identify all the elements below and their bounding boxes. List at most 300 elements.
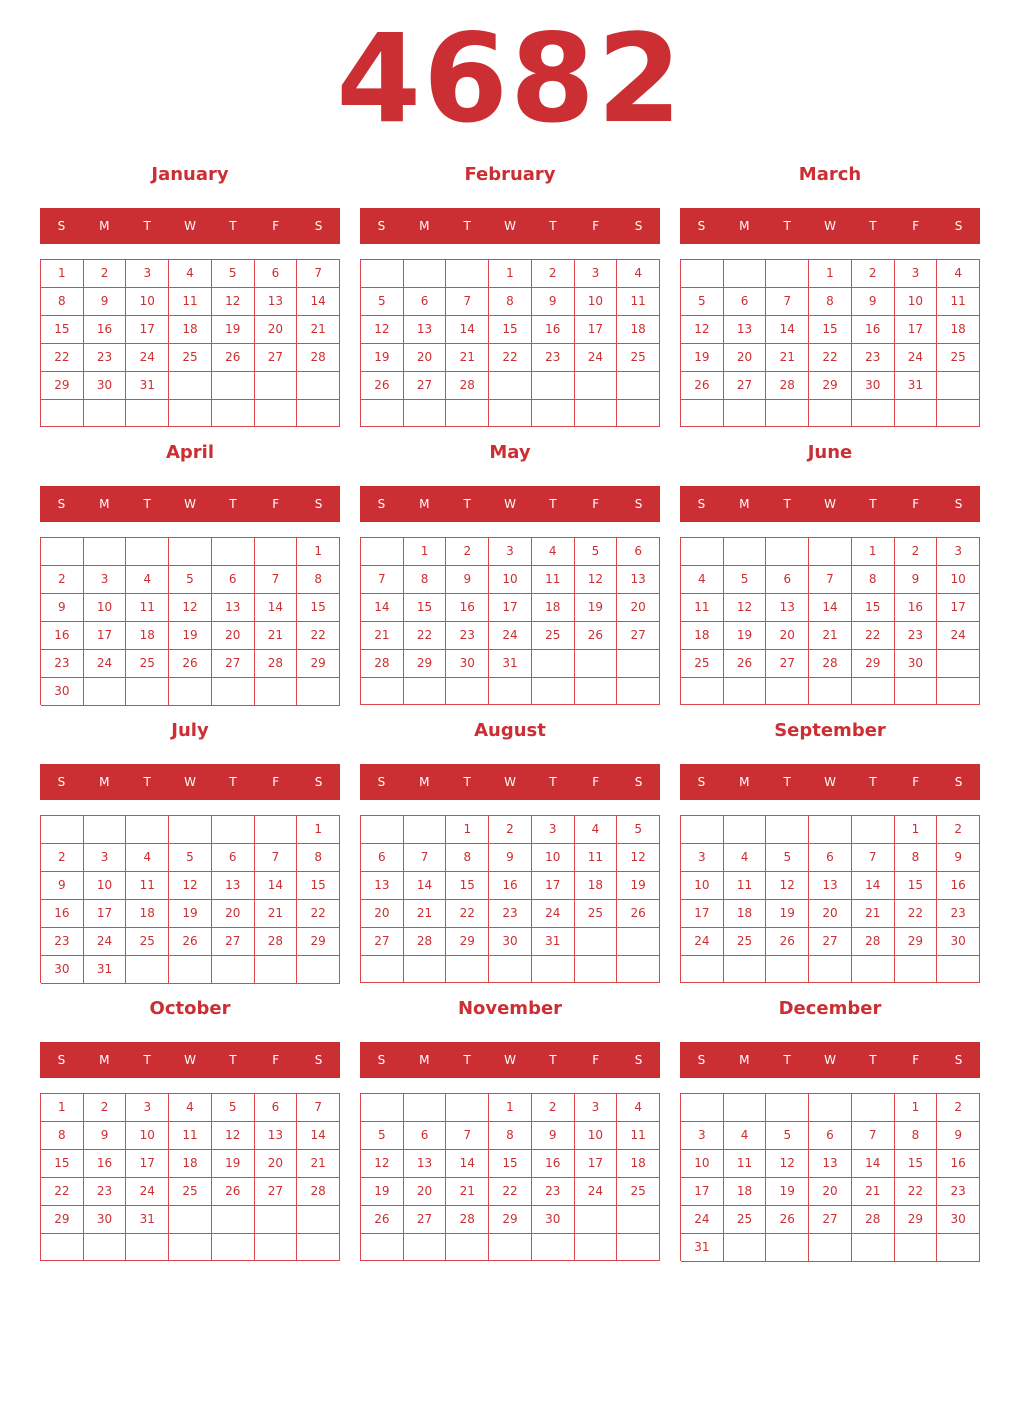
day-cell xyxy=(361,1094,404,1122)
weekday-label: M xyxy=(739,219,750,233)
weekday-label: S xyxy=(57,219,66,233)
day-cell: 25 xyxy=(169,344,212,372)
day-cell xyxy=(212,816,255,844)
day-cell: 2 xyxy=(937,1094,980,1122)
day-cell: 22 xyxy=(297,622,340,650)
day-cell: 20 xyxy=(404,1178,447,1206)
day-cell: 23 xyxy=(41,650,84,678)
day-cell: 26 xyxy=(617,900,660,928)
day-cell: 27 xyxy=(255,1178,298,1206)
day-cell: 12 xyxy=(766,872,809,900)
day-cell xyxy=(681,260,724,288)
day-cell: 20 xyxy=(617,594,660,622)
day-cell: 8 xyxy=(809,288,852,316)
day-cell: 5 xyxy=(617,816,660,844)
day-cell: 18 xyxy=(681,622,724,650)
weekday-label: W xyxy=(824,219,836,233)
day-cell xyxy=(575,372,618,400)
month-april xyxy=(40,438,340,708)
day-cell: 5 xyxy=(169,844,212,872)
day-cell: 29 xyxy=(297,650,340,678)
day-cell xyxy=(169,372,212,400)
month-title: October xyxy=(149,998,231,1019)
day-cell: 28 xyxy=(852,1206,895,1234)
weekday-header xyxy=(360,1042,660,1078)
month-title: January xyxy=(151,164,229,185)
weekday-label: W xyxy=(504,775,516,789)
weekday-label: S xyxy=(57,1053,66,1067)
day-cell: 26 xyxy=(169,650,212,678)
day-cell: 8 xyxy=(41,288,84,316)
weekday-label: M xyxy=(99,775,110,789)
weekday-label: F xyxy=(912,1053,920,1067)
day-cell: 30 xyxy=(937,928,980,956)
day-cell xyxy=(169,816,212,844)
day-cell: 3 xyxy=(575,1094,618,1122)
day-cell: 3 xyxy=(681,844,724,872)
day-cell xyxy=(681,1094,724,1122)
day-cell: 25 xyxy=(126,650,169,678)
day-cell xyxy=(575,1206,618,1234)
day-cell: 23 xyxy=(895,622,938,650)
day-cell xyxy=(212,1206,255,1234)
weekday-label: F xyxy=(592,497,600,511)
day-cell xyxy=(126,956,169,984)
month-may xyxy=(360,438,660,708)
day-cell: 27 xyxy=(255,344,298,372)
weekday-label: M xyxy=(739,1053,750,1067)
day-cell: 22 xyxy=(41,1178,84,1206)
day-cell: 5 xyxy=(212,260,255,288)
day-cell: 14 xyxy=(255,594,298,622)
day-grid xyxy=(680,1093,980,1261)
day-cell: 29 xyxy=(404,650,447,678)
day-cell: 18 xyxy=(724,1178,767,1206)
day-cell: 30 xyxy=(895,650,938,678)
day-cell xyxy=(212,956,255,984)
day-cell: 10 xyxy=(575,288,618,316)
day-cell xyxy=(212,372,255,400)
day-cell xyxy=(169,1234,212,1261)
weekday-label: W xyxy=(184,1053,196,1067)
day-cell: 15 xyxy=(809,316,852,344)
day-cell: 21 xyxy=(446,344,489,372)
day-cell: 20 xyxy=(255,1150,298,1178)
day-cell: 2 xyxy=(532,260,575,288)
day-cell xyxy=(212,538,255,566)
day-cell: 24 xyxy=(126,344,169,372)
weekday-header xyxy=(40,764,340,800)
weekday-label: M xyxy=(419,775,430,789)
day-cell: 17 xyxy=(681,900,724,928)
day-cell: 28 xyxy=(404,928,447,956)
day-cell xyxy=(852,400,895,427)
day-cell: 28 xyxy=(297,1178,340,1206)
day-cell: 23 xyxy=(937,900,980,928)
day-cell: 7 xyxy=(404,844,447,872)
day-cell xyxy=(724,400,767,427)
day-cell: 18 xyxy=(126,622,169,650)
day-cell: 30 xyxy=(84,372,127,400)
day-cell: 7 xyxy=(255,844,298,872)
weekday-label: F xyxy=(912,219,920,233)
day-grid xyxy=(680,537,980,705)
day-grid xyxy=(360,1093,660,1261)
day-cell: 21 xyxy=(297,316,340,344)
day-cell: 7 xyxy=(446,288,489,316)
weekday-label: F xyxy=(272,775,280,789)
day-cell: 28 xyxy=(766,372,809,400)
day-cell xyxy=(895,1234,938,1262)
day-cell xyxy=(809,678,852,705)
day-cell: 7 xyxy=(446,1122,489,1150)
day-cell: 19 xyxy=(361,344,404,372)
day-cell: 18 xyxy=(126,900,169,928)
day-cell xyxy=(255,956,298,984)
day-cell: 13 xyxy=(255,288,298,316)
day-cell: 30 xyxy=(41,956,84,984)
weekday-label: T xyxy=(229,1053,237,1067)
day-cell: 22 xyxy=(895,1178,938,1206)
weekday-label: S xyxy=(377,1053,386,1067)
day-cell: 11 xyxy=(126,872,169,900)
day-cell xyxy=(297,678,340,706)
day-cell: 28 xyxy=(446,372,489,400)
day-cell: 15 xyxy=(895,1150,938,1178)
month-june xyxy=(680,438,980,708)
day-cell: 9 xyxy=(84,288,127,316)
day-cell xyxy=(724,816,767,844)
day-cell: 15 xyxy=(297,594,340,622)
day-cell: 1 xyxy=(297,816,340,844)
day-cell: 26 xyxy=(724,650,767,678)
day-cell xyxy=(724,1094,767,1122)
day-cell: 4 xyxy=(126,566,169,594)
day-cell: 13 xyxy=(617,566,660,594)
weekday-label: S xyxy=(634,1053,643,1067)
day-cell: 21 xyxy=(446,1178,489,1206)
day-cell xyxy=(126,538,169,566)
day-cell: 19 xyxy=(212,316,255,344)
day-cell: 1 xyxy=(489,260,532,288)
day-cell: 5 xyxy=(724,566,767,594)
weekday-label: F xyxy=(592,1053,600,1067)
day-cell xyxy=(724,1234,767,1262)
day-cell: 13 xyxy=(766,594,809,622)
weekday-label: T xyxy=(869,775,877,789)
weekday-label: T xyxy=(783,1053,791,1067)
day-cell xyxy=(126,678,169,706)
day-cell: 21 xyxy=(766,344,809,372)
day-cell: 24 xyxy=(126,1178,169,1206)
day-cell: 11 xyxy=(169,1122,212,1150)
day-cell xyxy=(724,678,767,705)
day-cell: 11 xyxy=(617,1122,660,1150)
day-cell: 29 xyxy=(41,372,84,400)
day-cell: 15 xyxy=(41,316,84,344)
day-cell xyxy=(766,816,809,844)
day-grid xyxy=(360,815,660,983)
day-cell: 6 xyxy=(809,1122,852,1150)
day-cell: 24 xyxy=(489,622,532,650)
day-cell xyxy=(169,678,212,706)
day-cell: 5 xyxy=(169,566,212,594)
day-cell: 5 xyxy=(361,1122,404,1150)
day-cell: 4 xyxy=(617,1094,660,1122)
day-cell: 24 xyxy=(681,1206,724,1234)
day-cell: 2 xyxy=(84,1094,127,1122)
day-cell xyxy=(617,1206,660,1234)
day-cell: 4 xyxy=(724,844,767,872)
day-cell: 28 xyxy=(297,344,340,372)
day-grid xyxy=(360,259,660,427)
day-cell xyxy=(681,400,724,427)
day-cell: 2 xyxy=(41,844,84,872)
weekday-header xyxy=(360,764,660,800)
day-cell: 1 xyxy=(489,1094,532,1122)
day-cell: 19 xyxy=(575,594,618,622)
day-cell: 18 xyxy=(724,900,767,928)
day-cell xyxy=(809,1234,852,1262)
day-cell xyxy=(937,1234,980,1262)
day-cell: 31 xyxy=(532,928,575,956)
day-cell xyxy=(617,400,660,427)
day-cell xyxy=(361,400,404,427)
day-cell xyxy=(361,816,404,844)
day-cell xyxy=(937,372,980,400)
day-cell: 1 xyxy=(895,816,938,844)
weekday-label: S xyxy=(954,775,963,789)
day-cell: 3 xyxy=(126,260,169,288)
day-cell xyxy=(895,678,938,705)
day-cell: 4 xyxy=(617,260,660,288)
day-cell xyxy=(297,1234,340,1261)
day-cell: 16 xyxy=(852,316,895,344)
day-cell: 26 xyxy=(212,344,255,372)
day-cell xyxy=(766,678,809,705)
day-cell: 31 xyxy=(489,650,532,678)
day-cell: 19 xyxy=(766,1178,809,1206)
day-cell xyxy=(617,928,660,956)
day-cell xyxy=(766,956,809,983)
weekday-label: T xyxy=(549,497,557,511)
day-cell: 17 xyxy=(532,872,575,900)
day-cell xyxy=(766,260,809,288)
day-cell xyxy=(489,400,532,427)
day-cell xyxy=(361,1234,404,1261)
day-cell: 2 xyxy=(532,1094,575,1122)
weekday-label: W xyxy=(184,497,196,511)
day-cell: 12 xyxy=(681,316,724,344)
day-cell xyxy=(446,956,489,983)
day-cell xyxy=(84,400,127,427)
weekday-label: T xyxy=(463,219,471,233)
day-cell: 10 xyxy=(681,872,724,900)
day-cell: 5 xyxy=(766,844,809,872)
day-cell xyxy=(126,816,169,844)
day-cell: 7 xyxy=(297,1094,340,1122)
weekday-label: T xyxy=(783,219,791,233)
day-cell: 26 xyxy=(361,1206,404,1234)
day-cell: 16 xyxy=(41,622,84,650)
weekday-label: M xyxy=(419,219,430,233)
day-cell: 23 xyxy=(41,928,84,956)
month-october xyxy=(40,994,340,1264)
day-cell xyxy=(809,956,852,983)
day-cell xyxy=(532,956,575,983)
weekday-label: S xyxy=(314,1053,323,1067)
day-cell: 29 xyxy=(852,650,895,678)
day-cell: 23 xyxy=(937,1178,980,1206)
day-cell: 18 xyxy=(169,316,212,344)
day-cell: 14 xyxy=(297,1122,340,1150)
day-cell: 21 xyxy=(404,900,447,928)
day-cell: 10 xyxy=(895,288,938,316)
weekday-label: T xyxy=(463,1053,471,1067)
day-cell: 7 xyxy=(255,566,298,594)
day-cell: 9 xyxy=(41,872,84,900)
day-cell: 6 xyxy=(766,566,809,594)
day-cell: 11 xyxy=(724,872,767,900)
month-title: August xyxy=(474,720,546,741)
weekday-label: T xyxy=(549,1053,557,1067)
day-cell: 20 xyxy=(766,622,809,650)
day-cell: 1 xyxy=(41,1094,84,1122)
month-february xyxy=(360,160,660,430)
day-cell: 12 xyxy=(169,594,212,622)
day-cell xyxy=(84,816,127,844)
day-cell xyxy=(809,538,852,566)
day-cell: 10 xyxy=(126,1122,169,1150)
day-cell: 17 xyxy=(84,622,127,650)
day-cell xyxy=(575,678,618,705)
day-cell: 30 xyxy=(937,1206,980,1234)
day-cell: 21 xyxy=(255,900,298,928)
weekday-label: T xyxy=(143,1053,151,1067)
day-cell: 7 xyxy=(361,566,404,594)
weekday-label: W xyxy=(824,497,836,511)
weekday-label: W xyxy=(824,775,836,789)
weekday-label: S xyxy=(57,775,66,789)
day-cell: 9 xyxy=(532,288,575,316)
day-cell: 29 xyxy=(446,928,489,956)
month-december xyxy=(680,994,980,1264)
day-cell: 1 xyxy=(809,260,852,288)
weekday-label: S xyxy=(314,497,323,511)
weekday-label: T xyxy=(463,497,471,511)
day-cell: 4 xyxy=(575,816,618,844)
weekday-label: F xyxy=(272,219,280,233)
day-cell: 16 xyxy=(895,594,938,622)
day-cell xyxy=(937,650,980,678)
day-cell: 29 xyxy=(895,1206,938,1234)
day-cell: 24 xyxy=(937,622,980,650)
weekday-label: T xyxy=(869,497,877,511)
day-cell xyxy=(361,260,404,288)
day-cell: 18 xyxy=(169,1150,212,1178)
day-cell: 2 xyxy=(84,260,127,288)
weekday-label: T xyxy=(143,219,151,233)
day-cell xyxy=(937,956,980,983)
weekday-label: W xyxy=(184,219,196,233)
day-cell: 14 xyxy=(255,872,298,900)
day-cell: 17 xyxy=(575,316,618,344)
day-cell: 31 xyxy=(126,1206,169,1234)
day-cell: 30 xyxy=(532,1206,575,1234)
day-cell xyxy=(126,400,169,427)
day-cell xyxy=(404,956,447,983)
day-cell xyxy=(84,1234,127,1261)
day-cell: 6 xyxy=(617,538,660,566)
day-cell: 25 xyxy=(724,1206,767,1234)
month-august xyxy=(360,716,660,986)
day-cell: 9 xyxy=(937,1122,980,1150)
day-cell: 10 xyxy=(84,872,127,900)
day-cell: 9 xyxy=(41,594,84,622)
day-cell: 29 xyxy=(297,928,340,956)
weekday-label: W xyxy=(184,775,196,789)
weekday-label: M xyxy=(739,775,750,789)
day-cell: 1 xyxy=(404,538,447,566)
day-cell xyxy=(255,372,298,400)
day-cell xyxy=(852,956,895,983)
weekday-label: W xyxy=(504,1053,516,1067)
month-title: March xyxy=(798,164,862,185)
day-cell: 4 xyxy=(532,538,575,566)
day-cell: 6 xyxy=(404,1122,447,1150)
day-cell: 7 xyxy=(852,844,895,872)
day-cell: 26 xyxy=(766,1206,809,1234)
weekday-label: T xyxy=(229,219,237,233)
day-cell xyxy=(169,400,212,427)
day-cell: 6 xyxy=(361,844,404,872)
day-cell: 22 xyxy=(809,344,852,372)
weekday-label: T xyxy=(229,775,237,789)
day-cell: 22 xyxy=(852,622,895,650)
day-cell: 19 xyxy=(169,622,212,650)
day-cell: 9 xyxy=(84,1122,127,1150)
day-cell: 15 xyxy=(489,316,532,344)
day-cell: 6 xyxy=(809,844,852,872)
day-cell: 13 xyxy=(724,316,767,344)
day-cell: 28 xyxy=(255,928,298,956)
day-cell: 14 xyxy=(852,872,895,900)
day-cell: 12 xyxy=(361,316,404,344)
weekday-label: T xyxy=(463,775,471,789)
day-cell: 21 xyxy=(852,1178,895,1206)
day-cell: 13 xyxy=(404,316,447,344)
weekday-label: F xyxy=(272,1053,280,1067)
day-cell xyxy=(126,1234,169,1261)
day-cell: 25 xyxy=(617,1178,660,1206)
day-cell: 3 xyxy=(489,538,532,566)
day-grid xyxy=(40,1093,340,1261)
day-cell: 8 xyxy=(852,566,895,594)
day-cell: 12 xyxy=(575,566,618,594)
weekday-label: F xyxy=(912,497,920,511)
day-cell: 11 xyxy=(532,566,575,594)
day-cell xyxy=(532,678,575,705)
day-cell: 21 xyxy=(255,622,298,650)
day-cell: 2 xyxy=(446,538,489,566)
day-cell: 12 xyxy=(212,1122,255,1150)
day-cell: 9 xyxy=(532,1122,575,1150)
day-cell: 10 xyxy=(84,594,127,622)
day-cell: 23 xyxy=(84,344,127,372)
day-cell xyxy=(617,650,660,678)
day-cell: 4 xyxy=(681,566,724,594)
day-cell xyxy=(297,400,340,427)
